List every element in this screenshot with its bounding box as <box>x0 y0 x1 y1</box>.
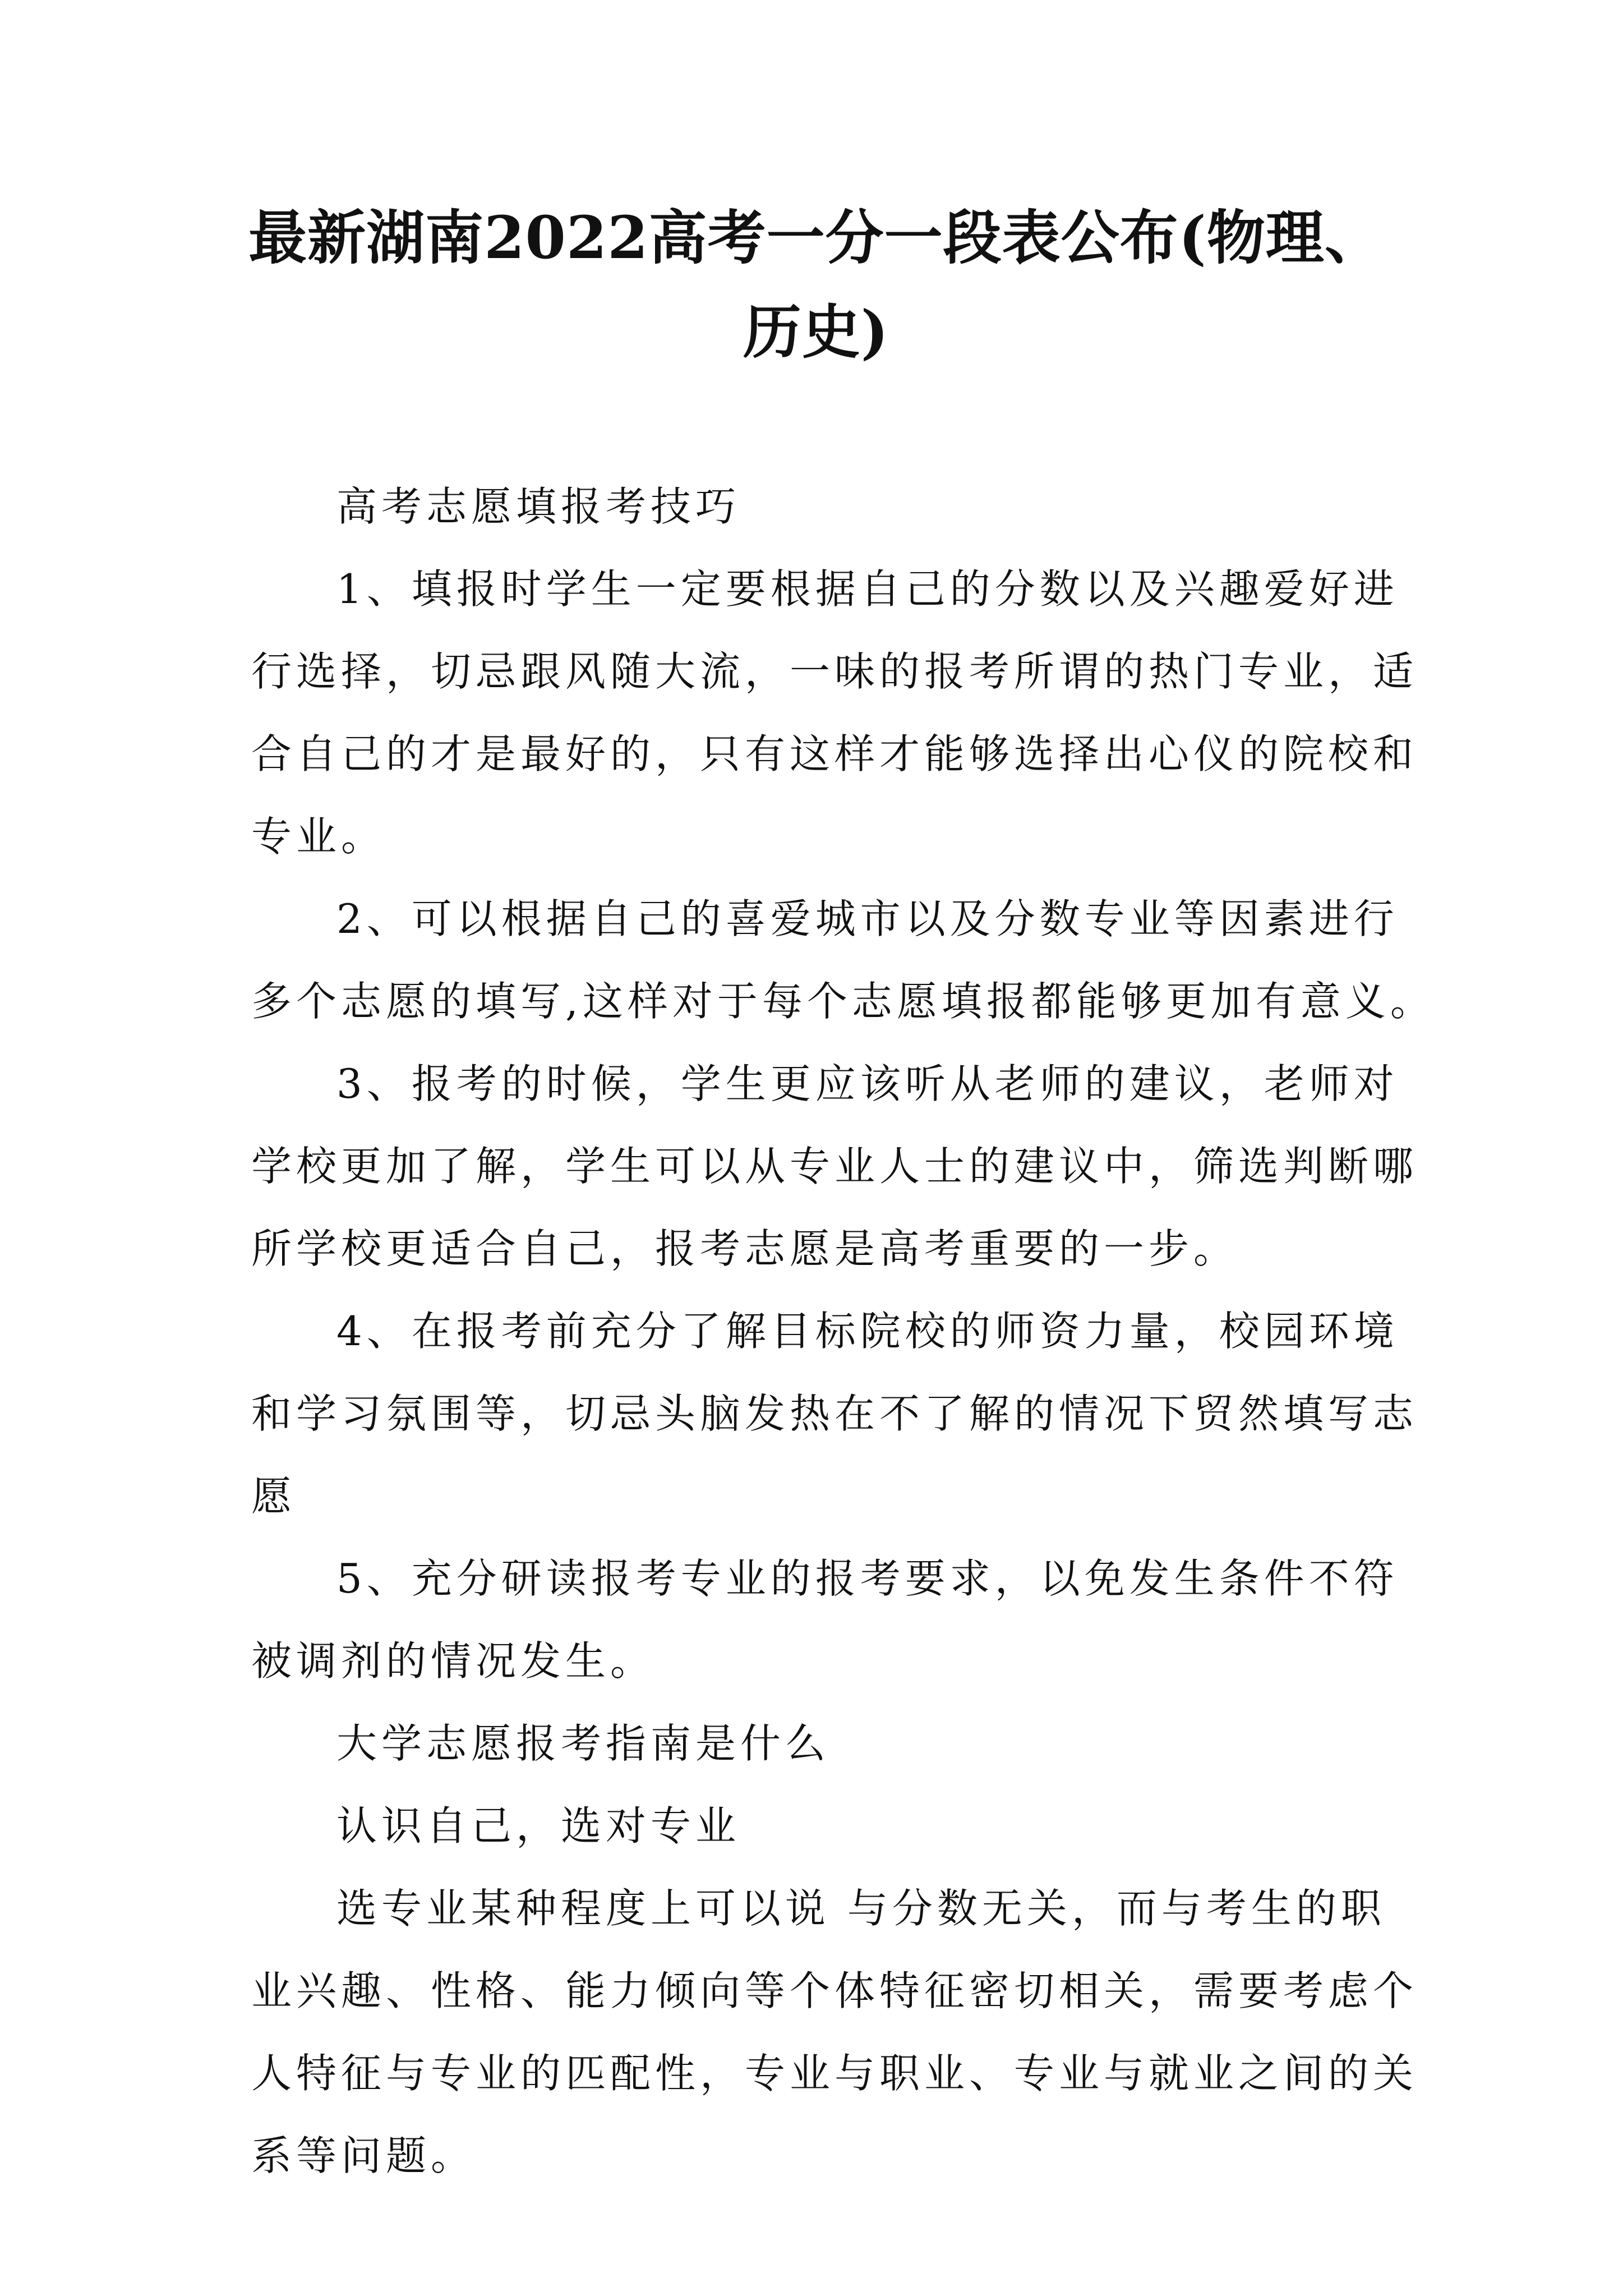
text-line: 系等问题。 <box>251 2132 476 2179</box>
text-line: 高考志愿填报考技巧 <box>336 483 741 530</box>
text-line: 1、填报时学生一定要根据自己的分数以及兴趣爱好进 <box>336 565 1399 613</box>
text-line: 被调剂的情况发生。 <box>251 1637 656 1685</box>
text-line: 愿 <box>251 1473 297 1520</box>
text-line: 认识自己，选对专业 <box>336 1802 741 1849</box>
text-line: 合自己的才是最好的，只有这样才能够选择出心仪的院校和 <box>251 730 1418 777</box>
text-line: 2、可以根据自己的喜爱城市以及分数专业等因素进行 <box>336 895 1399 942</box>
text-line: 多个志愿的填写,这样对于每个志愿填报都能够更加有意义。 <box>251 978 1435 1025</box>
title-line: 历史) <box>743 297 889 366</box>
text-line: 和学习氛围等，切忌头脑发热在不了解的情况下贸然填写志 <box>251 1390 1418 1437</box>
title-line: 最新湖南2022高考一分一段表公布(物理、 <box>248 203 1384 272</box>
tip-paragraph-5 <box>251 1538 1399 1703</box>
text-line: 选专业某种程度上可以说 与分数无关，而与考生的职 <box>336 1885 1386 1932</box>
tip-paragraph-4 <box>251 1290 1418 1538</box>
text-line: 学校更加了解，学生可以从专业人士的建议中，筛选判断哪 <box>251 1143 1418 1190</box>
text-line: 5、充分研读报考专业的报考要求，以免发生条件不符 <box>336 1555 1399 1602</box>
text-line: 3、报考的时候，学生更应该听从老师的建议，老师对 <box>336 1060 1399 1107</box>
document-body <box>251 466 1435 2197</box>
text-line: 专业。 <box>251 813 386 860</box>
text-line: 4、在报考前充分了解目标院校的师资力量，校园环境 <box>336 1308 1399 1355</box>
text-line: 大学志愿报考指南是什么 <box>336 1720 831 1767</box>
text-line: 所学校更适合自己，报考志愿是高考重要的一步。 <box>251 1225 1239 1272</box>
guide-paragraph <box>251 1867 1418 2197</box>
text-line: 人特征与专业的匹配性，专业与职业、专业与就业之间的关 <box>251 2050 1418 2097</box>
section-heading-guide <box>251 1703 1385 1785</box>
tip-paragraph-1 <box>251 548 1418 878</box>
document-title <box>247 191 1385 379</box>
text-line: 行选择，切忌跟风随大流，一味的报考所谓的热门专业，适 <box>251 648 1418 695</box>
tip-paragraph-3 <box>251 1043 1418 1290</box>
tip-paragraph-2 <box>251 878 1435 1043</box>
subheading-know-yourself <box>251 1785 1385 1867</box>
section-heading-tips <box>251 466 1385 548</box>
text-line: 业兴趣、性格、能力倾向等个体特征密切相关，需要考虑个 <box>251 1967 1418 2014</box>
